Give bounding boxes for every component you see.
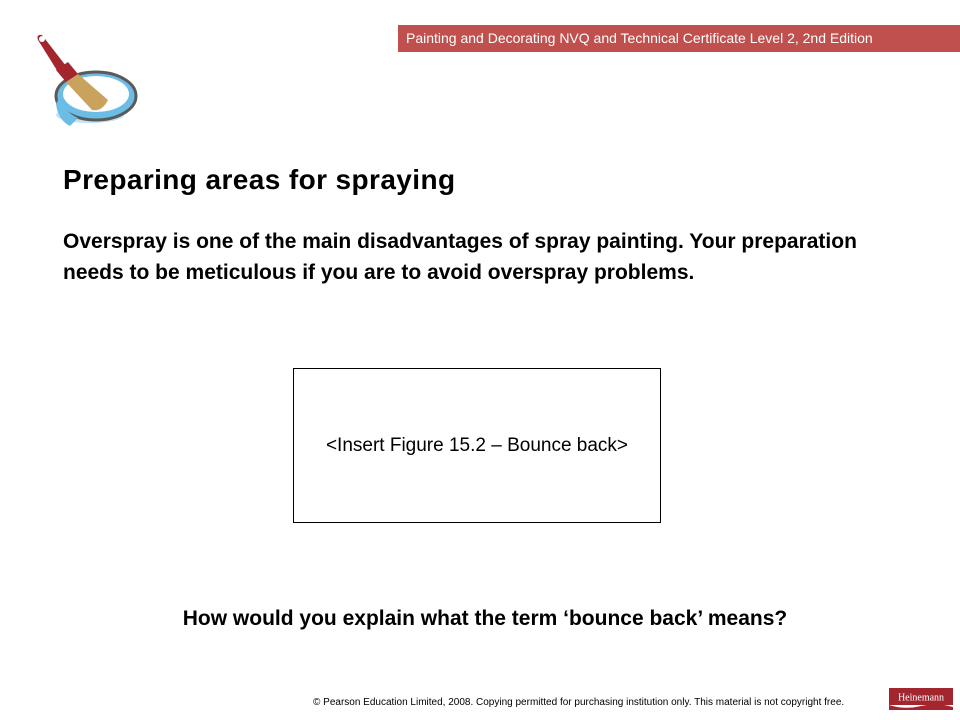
heinemann-logo-text: Heinemann (897, 692, 945, 704)
figure-placeholder-box (293, 368, 661, 523)
header-banner (398, 25, 960, 52)
discussion-question: How would you explain what the term ‘bounce back’ means? (182, 607, 788, 630)
heinemann-logo-icon (889, 688, 953, 710)
heinemann-logo-wave-shape (889, 704, 953, 710)
brush-handle-hole-shape (39, 36, 45, 42)
copyright-footer: © Pearson Education Limited, 2008. Copying permitted for purchasing institution only. This material is not copyright free. (313, 697, 845, 708)
slide-title: Preparing areas for spraying (63, 164, 456, 195)
paintbrush-logo-icon (30, 30, 142, 130)
intro-paragraph: Overspray is one of the main disadvantages of spray painting. Your preparation needs to be meticulous if you are to avoid overspray problems. (63, 230, 857, 284)
header-banner-text: Painting and Decorating NVQ and Technical Certificate Level 2, 2nd Edition (406, 30, 873, 46)
figure-placeholder-text: <Insert Figure 15.2 – Bounce back> (325, 434, 629, 456)
